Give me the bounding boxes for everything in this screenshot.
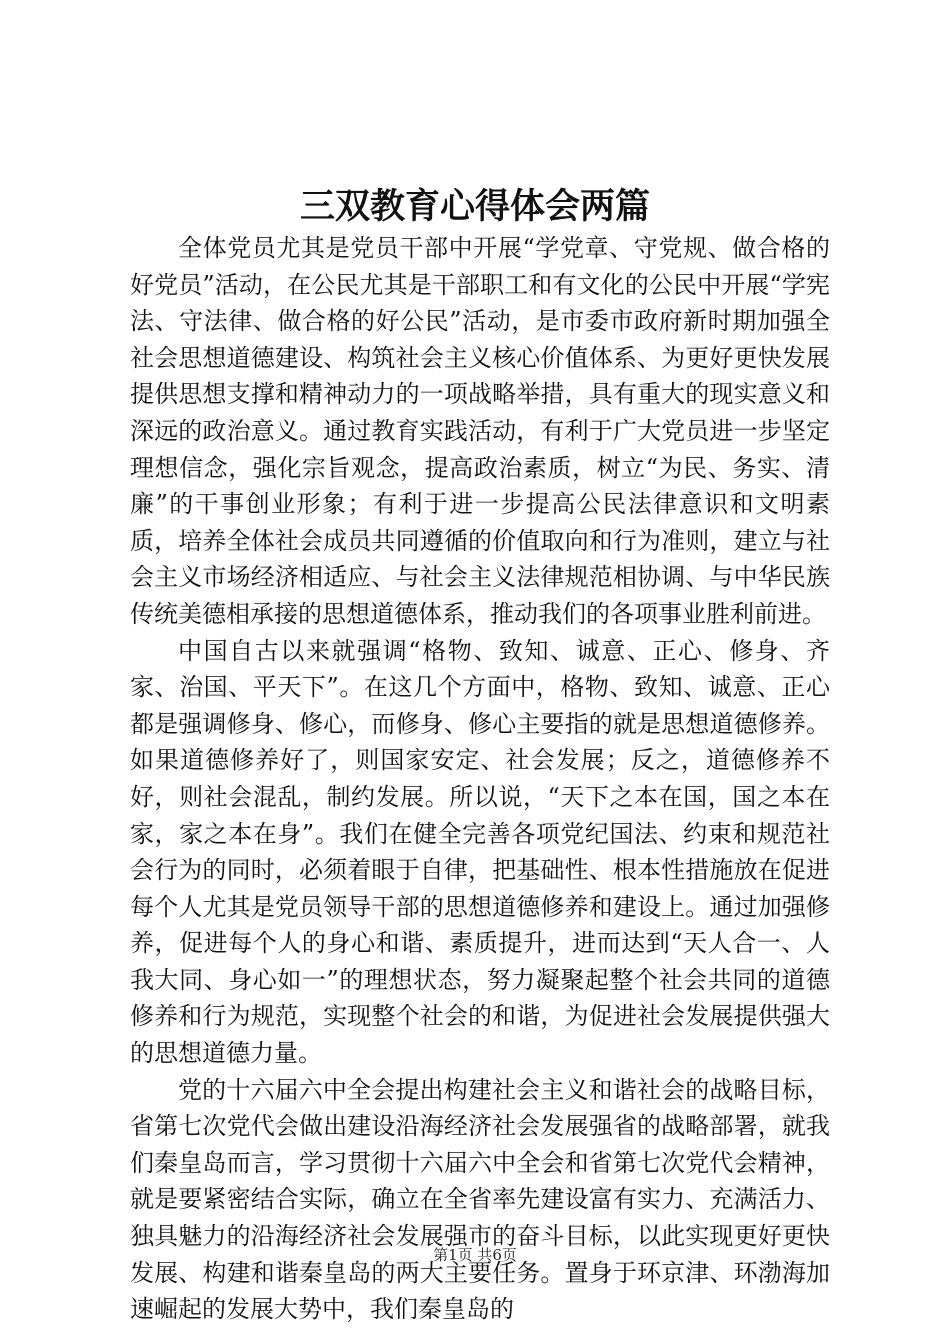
paragraph-2: 中国自古以来就强调“格物、致知、诚意、正心、修身、齐家、治国、平天下”。在这几个方面中，格物、致知、诚意、正心都是强调修身、修心，而修身、修心主要指的就是思想道德修养。如果道德修养好了，则国家安定、社会发展；反之，道德修养不好，则社会混乱，制约发展。所以说，“天下之本在国，国之本在家，家之本在身”。我们在健全完善各项党纪国法、约束和规范社会行为的同时，必须着眼于自律，把基础性、根本性措施放在促进每个人尤其是党员领导干部的思想道德修养和建设上。通过加强修养，促进每个人的身心和谐、素质提升，进而达到“天人合一、人我大同、身心如一”的理想状态，努力凝聚起整个社会共同的道德修养和行为规范，实现整个社会的和谐，为促进社会发展提供强大的思想道德力量。 — [130, 636, 830, 1068]
document-title: 三双教育心得体会两篇 — [299, 186, 650, 227]
document-body — [130, 230, 830, 1328]
paragraph-1: 全体党员尤其是党员干部中开展“学党章、守党规、做合格的好党员”活动，在公民尤其是干部职工和有文化的公民中开展“学宪法、守法律、做合格的好公民”活动，是市委市政府新时期加强全社会思想道德建设、构筑社会主义核心价值体系、为更好更快发展提供思想支撑和精神动力的一项战略举措，具有重大的现实意义和深远的政治意义。通过教育实践活动，有利于广大党员进一步坚定理想信念，强化宗旨观念，提高政治素质，树立“为民、务实、清廉”的干事创业形象；有利于进一步提高公民法律意识和文明素质，培养全体社会成员共同遵循的价值取向和行为准则，建立与社会主义市场经济相适应、与社会主义法律规范相协调、与中华民族传统美德相承接的思想道德体系，推动我们的各项事业胜利前进。 — [130, 234, 830, 628]
paragraph-3: 党的十六届六中全会提出构建社会主义和谐社会的战略目标，省第七次党代会做出建设沿海经济社会发展强省的战略部署，就我们秦皇岛而言，学习贯彻十六届六中全会和省第七次党代会精神，就是要紧密结合实际，确立在全省率先建设富有实力、充满活力、独具魅力的沿海经济社会发展强市的奋斗目标，以此实现更好更快发展、构建和谐秦皇岛的两大主要任务。置身于环京津、环渤海加速崛起的发展大势中，我们秦皇岛的 — [130, 1075, 830, 1324]
page-number-footer: 第1页 共6页 — [433, 1246, 517, 1264]
